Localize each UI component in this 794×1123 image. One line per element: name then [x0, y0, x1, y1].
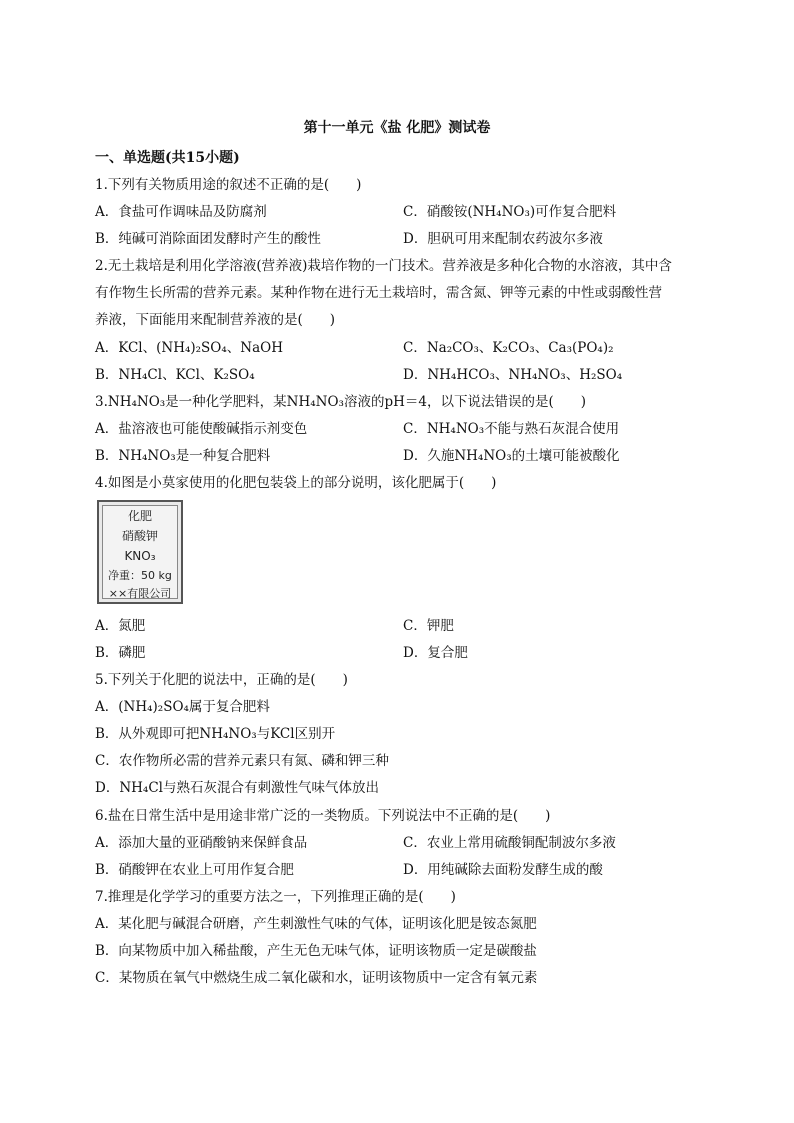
page-title: 第十一单元《盐 化肥》测试卷	[303, 120, 491, 136]
q6-option-d: D．用纯碱除去面粉发酵生成的酸	[403, 862, 603, 878]
q6-option-b: B．硝酸钾在农业上可用作复合肥	[95, 862, 294, 878]
q3-option-a: A．盐溶液也可能使酸碱指示剂变色	[95, 421, 308, 437]
question-2-stem-line-1: 2.无土栽培是利用化学溶液(营养液)栽培作物的一门技术。营养液是多种化合物的水溶液，其中含	[95, 258, 672, 274]
q7-option-c: C．某物质在氧气中燃烧生成二氧化碳和水，证明该物质中一定含有氧元素	[95, 970, 538, 986]
q2-option-d: D．NH₄HCO₃、NH₄NO₃、H₂SO₄	[403, 367, 623, 383]
package-label-line: 化肥	[127, 509, 152, 523]
q3-option-c: C．NH₄NO₃不能与熟石灰混合使用	[403, 421, 620, 437]
q6-option-c: C．农业上常用硫酸铜配制波尔多液	[403, 835, 616, 851]
package-label-line: KNO₃	[124, 549, 156, 563]
q2-option-c: C．Na₂CO₃、K₂CO₃、Ca₃(PO₄)₂	[403, 340, 614, 356]
q1-option-b: B．纯碱可消除面团发酵时产生的酸性	[95, 231, 321, 247]
question-4-stem: 4.如图是小莫家使用的化肥包装袋上的部分说明，该化肥属于( )	[95, 475, 497, 491]
q4-option-d: D．复合肥	[403, 645, 468, 661]
q7-option-a: A．某化肥与碱混合研磨，产生刺激性气味的气体，证明该化肥是铵态氮肥	[95, 916, 537, 932]
question-7-stem: 7.推理是化学学习的重要方法之一，下列推理正确的是( )	[95, 889, 456, 905]
question-5-stem: 5.下列关于化肥的说法中，正确的是( )	[95, 672, 348, 688]
package-label-line: 净重：50 kg	[108, 569, 172, 582]
q1-option-d: D．胆矾可用来配制农药波尔多液	[403, 231, 603, 247]
q5-option-c: C．农作物所必需的营养元素只有氮、磷和钾三种	[95, 753, 389, 769]
q4-option-a: A．氮肥	[95, 618, 146, 634]
question-1-stem: 1.下列有关物质用途的叙述不正确的是( )	[95, 177, 362, 193]
question-2-stem-line-3: 养液，下面能用来配制营养液的是( )	[95, 312, 336, 328]
q5-option-a: A．(NH₄)₂SO₄属于复合肥料	[95, 699, 270, 715]
q4-option-c: C．钾肥	[403, 618, 454, 634]
package-label-line: ××有限公司	[108, 587, 172, 600]
q2-option-b: B．NH₄Cl、KCl、K₂SO₄	[95, 367, 255, 383]
question-6-stem: 6.盐在日常生活中是用途非常广泛的一类物质。下列说法中不正确的是( )	[95, 808, 551, 824]
section-heading: 一、单选题(共15小题)	[95, 150, 240, 166]
package-label-line: 硝酸钾	[121, 529, 158, 543]
q1-option-c: C．硝酸铵(NH₄NO₃)可作复合肥料	[403, 204, 617, 220]
q3-option-b: B．NH₄NO₃是一种复合肥料	[95, 448, 271, 464]
q4-option-b: B．磷肥	[95, 645, 146, 661]
q6-option-a: A．添加大量的亚硝酸钠来保鲜食品	[95, 835, 308, 851]
question-3-stem: 3.NH₄NO₃是一种化学肥料，某NH₄NO₃溶液的pH＝4，以下说法错误的是( )	[95, 394, 586, 410]
q3-option-d: D．久施NH₄NO₃的土壤可能被酸化	[403, 448, 620, 464]
q7-option-b: B．向某物质中加入稀盐酸，产生无色无味气体，证明该物质一定是碳酸盐	[95, 943, 537, 959]
fertilizer-package-label-image	[97, 500, 183, 604]
q5-option-d: D．NH₄Cl与熟石灰混合有刺激性气味气体放出	[95, 780, 379, 796]
q1-option-a: A．食盐可作调味品及防腐剂	[95, 204, 267, 220]
q5-option-b: B．从外观即可把NH₄NO₃与KCl区别开	[95, 726, 336, 742]
question-2-stem-line-2: 有作物生长所需的营养元素。某种作物在进行无土栽培时，需含氮、钾等元素的中性或弱酸性营	[95, 285, 662, 301]
q2-option-a: A．KCl、(NH₄)₂SO₄、NaOH	[95, 340, 283, 356]
